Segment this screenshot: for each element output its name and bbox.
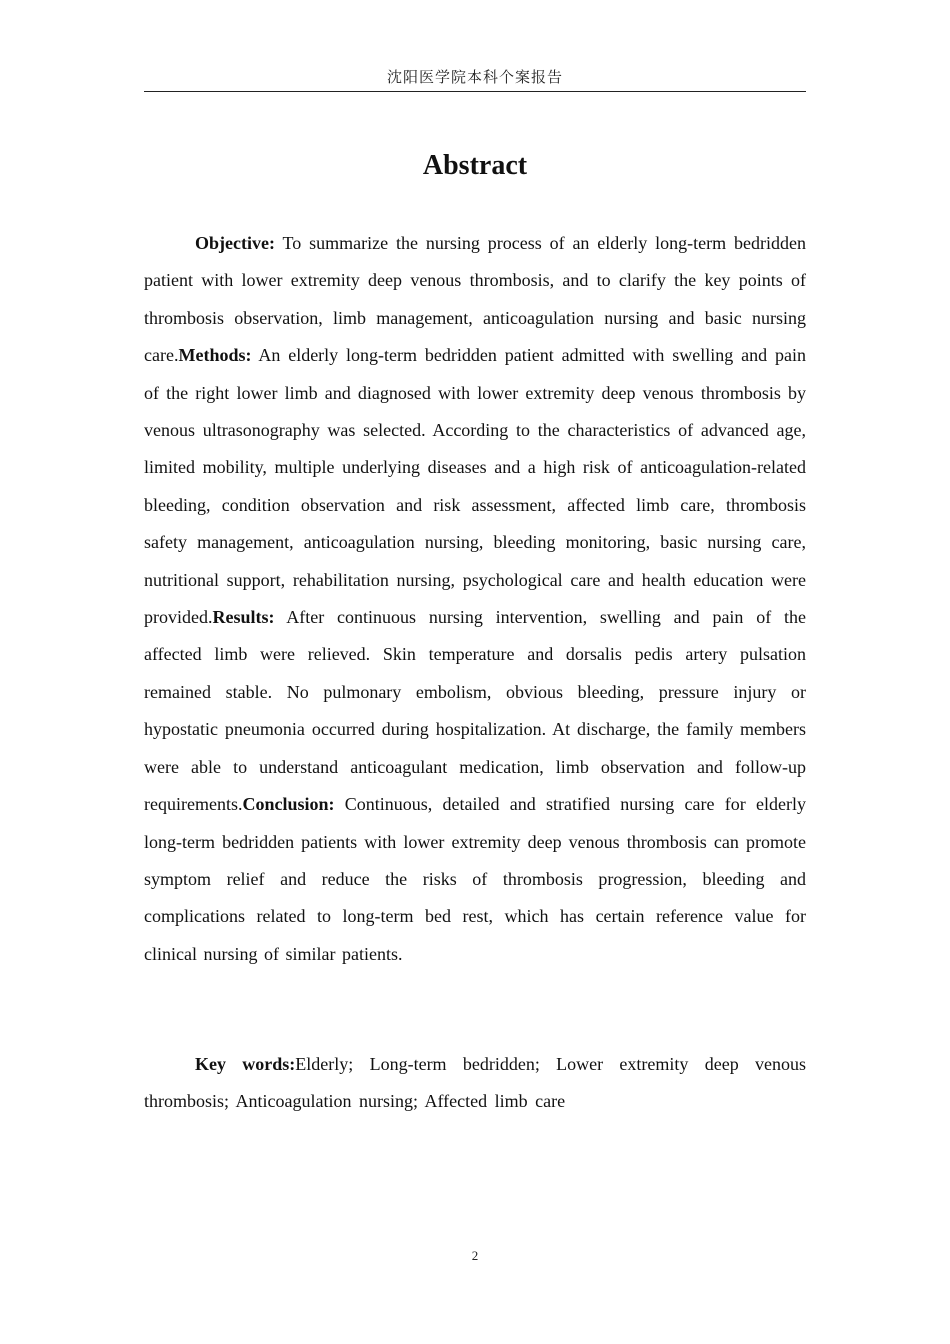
running-header: 沈阳医学院本科个案报告 [386,68,563,86]
results-text: After continuous nursing intervention, swelling and pain of the affected limb were relieved. Skin temperature and dorsalis pedis artery pulsation remained stable. No pulmonary embolism, obvious bleeding, pressure injury or hypostatic pneumonia occurred during hospitalization. At discharge, the family members were able to understand anticoagulant medication, limb observation and follow-up requirements. [144,607,806,815]
objective-text: To summarize the nursing process of an elderly long-term bedridden patient with lower extremity deep venous thrombosis, and to clarify the key points of thrombosis observation, limb management, anticoagulation nursing and basic nursing care. [144,233,806,366]
keywords-label: Key words: [195,1054,296,1074]
abstract-paragraph [144,225,806,973]
keywords-text: Elderly; Long-term bedridden; Lower extremity deep venous thrombosis; Anticoagulation nursing; Affected limb care [144,1054,806,1112]
page-number: 2 [471,1248,479,1263]
conclusion-text: Continuous, detailed and stratified nursing care for elderly long-term bedridden patients with lower extremity deep venous thrombosis can promote symptom relief and reduce the risks of thrombosis progression, bleeding and complications related to long-term bed rest, which has certain reference value for clinical nursing of similar patients. [144,794,806,964]
methods-text: An elderly long-term bedridden patient admitted with swelling and pain of the right lower limb and diagnosed with lower extremity deep venous thrombosis by venous ultrasonography was selected. According to the characteristics of advanced age, limited mobility, multiple underlying diseases and a high risk of anticoagulation-related bleeding, condition observation and risk assessment, affected limb care, thrombosis safety management, anticoagulation nursing, bleeding monitoring, basic nursing care, nutritional support, rehabilitation nursing, psychological care and health education were provided. [144,345,806,628]
page-title: Abstract [422,150,528,181]
objective-label: Objective: [195,233,275,253]
header-rule [144,91,806,92]
results-label: Results: [212,607,275,628]
keywords-paragraph [144,1046,806,1121]
methods-label: Methods: [178,345,252,366]
conclusion-label: Conclusion: [242,794,335,815]
